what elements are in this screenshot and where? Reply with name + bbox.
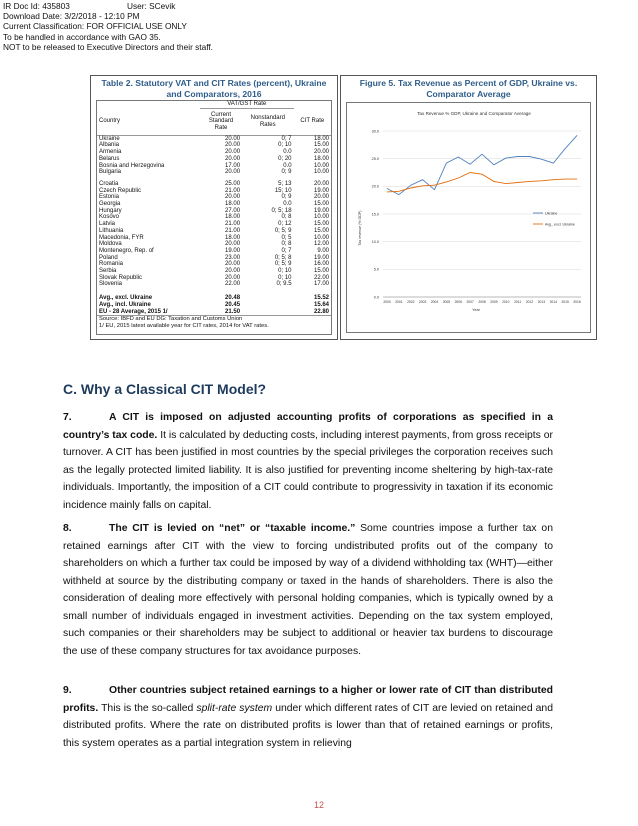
table-row	[97, 268, 331, 275]
para-9-number: 9.	[63, 685, 72, 696]
download-date: Download Date: 3/2/2018 - 12:10 PM	[3, 11, 140, 22]
cell-standard-rate: 20.00	[225, 261, 241, 268]
document-header	[3, 1, 213, 52]
table-row	[97, 135, 331, 142]
y-tick-label: 15.0	[371, 212, 379, 217]
cell-country: Ukraine	[99, 135, 120, 142]
y-tick-label: 25.0	[371, 156, 379, 161]
data-point	[434, 185, 435, 186]
legend-label: Ukraine	[545, 211, 558, 216]
x-tick-label: 2015	[561, 300, 569, 304]
cell-cit-rate: 15.00	[313, 268, 329, 275]
paragraph-9	[63, 682, 553, 752]
x-tick-label: 2013	[537, 300, 546, 304]
para-9-italic: split-rate system	[196, 702, 273, 714]
x-tick-label: 2004	[430, 300, 439, 304]
data-point	[482, 154, 483, 155]
cell-cit-rate: 18.00	[313, 155, 329, 162]
cell-country: Kosovo	[99, 214, 120, 221]
x-tick-label: 2000	[383, 300, 391, 304]
page-number: 12	[313, 800, 324, 810]
cell-standard-rate: 19.00	[225, 247, 241, 254]
cell-country: Armenia	[99, 149, 122, 156]
cell-nonstandard-rates: 0; 20	[278, 155, 292, 162]
para-7-number: 7.	[63, 412, 72, 423]
table-row	[97, 281, 331, 288]
table-row	[97, 163, 331, 170]
cell-nonstandard-rates: 5; 13	[278, 180, 292, 187]
figure5-title: Figure 5. Tax Revenue as Percent of GDP, Ukraine vs. Comparator Average	[359, 78, 578, 99]
data-point	[553, 179, 554, 180]
cell-cit-rate: 20.00	[313, 194, 329, 201]
cell-standard-rate: 20.00	[225, 135, 241, 142]
cell-cit-rate: 15.52	[313, 295, 329, 302]
data-point	[494, 164, 495, 165]
paragraph-8	[63, 520, 553, 660]
table-row	[97, 255, 331, 262]
table-row	[97, 241, 331, 248]
table2-note: 1/ EU, 2015 latest available year for CIT rates, 2014 for VAT rates.	[99, 323, 269, 330]
data-point	[494, 181, 495, 182]
cell-nonstandard-rates: 0; 8	[281, 241, 292, 248]
cell-country: Serbia	[99, 268, 117, 275]
cell-standard-rate: 20.00	[225, 194, 241, 201]
cell-nonstandard-rates: 0; 5; 8	[274, 254, 292, 261]
cell-cit-rate: 15.00	[313, 142, 329, 149]
table-row	[97, 275, 331, 282]
cell-country: Albania	[99, 142, 120, 149]
cell-nonstandard-rates	[242, 309, 293, 316]
cell-cit-rate: 22.80	[313, 308, 329, 315]
x-tick-label: 2016	[573, 300, 581, 304]
table-row	[97, 235, 331, 242]
cell-standard-rate: 20.00	[225, 268, 241, 275]
data-point	[399, 194, 400, 195]
data-point	[387, 188, 388, 189]
cell-standard-rate: 20.45	[225, 301, 241, 308]
cell-country: Romania	[99, 261, 124, 268]
para-7-lead: A CIT is imposed on adjusted accounting profits of corporations as specified in a country’s tax code.	[63, 412, 553, 441]
figure5-panel	[340, 75, 597, 340]
data-point	[529, 181, 530, 182]
cell-cit-rate: 10.00	[313, 214, 329, 221]
x-tick-label: 2002	[407, 300, 415, 304]
cell-cit-rate: 15.00	[313, 227, 329, 234]
data-point	[517, 182, 518, 183]
cell-standard-rate: 25.00	[225, 180, 241, 187]
cell-cit-rate: 19.00	[313, 254, 329, 261]
table-row	[97, 149, 331, 156]
table2-title: Table 2. Statutory VAT and CIT Rates (percent), Ukraine and Comparators, 2016	[101, 78, 327, 99]
chart-xlabel: Year	[472, 308, 480, 312]
para-8-number: 8.	[63, 523, 72, 534]
cell-standard-rate: 22.00	[225, 281, 241, 288]
data-point	[470, 164, 471, 165]
cell-nonstandard-rates: 0.0	[283, 162, 292, 169]
table-row	[97, 221, 331, 228]
tax-revenue-chart	[347, 103, 590, 332]
data-point	[410, 185, 411, 186]
cell-cit-rate: 20.00	[313, 149, 329, 156]
data-point	[577, 135, 578, 136]
data-point	[517, 156, 518, 157]
data-point	[434, 189, 435, 190]
cell-nonstandard-rates: 0; 8	[281, 214, 292, 221]
table-row	[97, 261, 331, 268]
cell-cit-rate: 18.00	[313, 135, 329, 142]
cell-country: Latvia	[99, 221, 116, 228]
cell-standard-rate: 20.00	[225, 149, 241, 156]
cell-nonstandard-rates: 0.0	[283, 149, 292, 156]
x-tick-label: 2005	[442, 300, 451, 304]
para-7-text: It is calculated by deducting costs, including interest payments, from gross receipts or turnover. A CIT has been justified in most countries by the special privileges the corporation receives such as the legally protected limited liability. It is also justified for preventing income sheltering by high-tax-rate individuals. Importantly, the imposition of a CIT could contribute to progressivity in taxation if its economic incidence mainly falls on capital.	[63, 429, 554, 511]
cell-standard-rate: 18.00	[225, 214, 241, 221]
data-point	[529, 156, 530, 157]
para-8-lead: The CIT is levied on “net” or “taxable income.”	[109, 523, 356, 534]
table-row	[97, 214, 331, 221]
header-line-1	[3, 1, 213, 11]
data-point	[458, 178, 459, 179]
cell-nonstandard-rates	[242, 295, 293, 302]
data-point	[470, 172, 471, 173]
cell-nonstandard-rates: 0; 9	[281, 169, 292, 176]
cell-standard-rate: 21.50	[225, 308, 241, 315]
table-row	[97, 228, 331, 235]
data-point	[399, 191, 400, 192]
cell-standard-rate: 20.00	[225, 142, 241, 149]
cell-nonstandard-rates: 0; 5; 9	[274, 227, 292, 234]
col-cit: CIT Rate	[300, 118, 325, 125]
cell-country: Estonia	[99, 194, 120, 201]
para-9-text-b: under which different rates of CIT are levied on retained and distributed profits. Where the rate on distributed profits is lower than that of retained earnings or profits, this system operates as a partial integration system in relieving	[63, 702, 553, 749]
cell-nonstandard-rates: 0.0	[283, 201, 292, 208]
cell-cit-rate: 17.00	[313, 281, 329, 288]
x-tick-label: 2012	[525, 300, 534, 304]
cell-standard-rate: 20.00	[225, 169, 241, 176]
cell-country: Croatia	[99, 180, 119, 187]
cell-standard-rate: 20.00	[225, 274, 241, 281]
cell-nonstandard-rates: 0; 10	[278, 268, 292, 275]
classification: Current Classification: FOR OFFICIAL USE ONLY	[3, 21, 187, 32]
col-nonstandard: Nonstandard Rates	[250, 115, 285, 128]
x-tick-label: 2011	[514, 300, 522, 304]
cell-country: Hungary	[99, 207, 122, 214]
cell-country: Slovak Republic	[99, 274, 143, 281]
handling-note: To be handled in accordance with GAO 35.	[3, 31, 161, 42]
cell-cit-rate: 10.00	[313, 169, 329, 176]
table-row	[97, 194, 331, 201]
cell-standard-rate: 18.00	[225, 201, 241, 208]
table-row	[97, 208, 331, 215]
section-heading: C. Why a Classical CIT Model?	[63, 381, 267, 397]
chart-ylabel: Tax revenue (% GDP)	[358, 210, 362, 246]
y-tick-label: 10.0	[371, 239, 379, 244]
data-point	[541, 181, 542, 182]
cell-nonstandard-rates: 0; 5; 18	[271, 207, 292, 214]
cell-standard-rate: 23.00	[225, 254, 241, 261]
cell-nonstandard-rates: 15; 10	[274, 187, 292, 194]
table-row	[97, 188, 331, 195]
cell-nonstandard-rates: 0; 10	[278, 274, 292, 281]
table2-box	[96, 100, 332, 335]
cell-cit-rate: 10.00	[313, 162, 329, 169]
cell-cit-rate: 12.00	[313, 241, 329, 248]
cell-standard-rate: 20.48	[225, 295, 241, 302]
data-point	[410, 188, 411, 189]
vat-group-header: VAT/GST Rate	[200, 101, 294, 108]
data-point	[565, 179, 566, 180]
x-tick-label: 2014	[549, 300, 557, 304]
cell-nonstandard-rates: 0; 5	[281, 234, 292, 241]
x-tick-label: 2001	[395, 300, 403, 304]
cell-country: Montenegro, Rep. of	[99, 247, 154, 254]
cell-standard-rate: 21.00	[225, 221, 241, 228]
data-point	[482, 174, 483, 175]
data-point	[387, 192, 388, 193]
table-row	[97, 295, 331, 302]
cell-country: Poland	[99, 254, 118, 261]
data-point	[458, 157, 459, 158]
doc-id: IR Doc Id: 435803	[3, 1, 70, 11]
table2-source: Source: IBFD and EU DG: Taxation and Customs Union	[97, 316, 331, 323]
cell-country: Avg., excl. Ukraine	[99, 295, 153, 302]
data-point	[565, 148, 566, 149]
para-9-text-a: This is the so-called	[98, 702, 197, 714]
paragraph-7	[63, 409, 553, 514]
cell-country: Bosnia and Herzegovina	[99, 162, 165, 169]
data-point	[577, 179, 578, 180]
table-row	[97, 248, 331, 255]
data-point	[505, 158, 506, 159]
cell-country: Macedonia, FYR	[99, 234, 144, 241]
cell-standard-rate: 21.00	[225, 187, 241, 194]
y-tick-label: 0.0	[373, 295, 379, 300]
series-line-ukraine	[387, 135, 577, 194]
para-8-text: Some countries impose a further tax on retained earnings after CIT with the view to forcing undistributed profits out of the company to shareholders on which a further tax could be imposed by way of a dividend withholding tax (WHT)—either withheld at source by the distributing company or taxed in the hands of shareholders. There is also the consideration of dealing more effectively with personal holding companies, which is typically owned by a small number of individuals engaged in investment activities. Depending on the tax system employed, such companies or their shareholders may be subject to additional or heavier tax burdens to discourage the use of these company structures for tax avoidance purposes.	[63, 523, 553, 657]
cell-nonstandard-rates: 0; 9	[281, 194, 292, 201]
cell-cit-rate: 9.00	[317, 247, 329, 254]
cell-country: Belarus	[99, 155, 120, 162]
table-row	[97, 302, 331, 309]
data-point	[422, 185, 423, 186]
y-tick-label: 30.0	[371, 129, 379, 134]
cell-nonstandard-rates: 0; 7	[281, 247, 292, 254]
cell-nonstandard-rates: 0; 10	[278, 142, 292, 149]
cell-cit-rate: 19.00	[313, 207, 329, 214]
cell-standard-rate: 20.00	[225, 241, 241, 248]
legend-label: Avg., excl. Ukraine	[545, 222, 575, 227]
cell-cit-rate: 10.00	[313, 234, 329, 241]
data-point	[446, 182, 447, 183]
data-point	[553, 163, 554, 164]
col-standard: Current Standard Rate	[208, 111, 234, 132]
cell-standard-rate: 20.00	[225, 155, 241, 162]
data-point	[505, 183, 506, 184]
cell-standard-rate: 18.00	[225, 234, 241, 241]
x-tick-label: 2009	[490, 300, 498, 304]
data-point	[541, 159, 542, 160]
cell-country: Georgia	[99, 201, 121, 208]
data-point	[446, 163, 447, 164]
chart-title: Tax Revenue % GDP, Ukraine and Comparator Average	[417, 111, 531, 116]
cell-cit-rate: 15.00	[313, 201, 329, 208]
table-row	[97, 169, 331, 176]
cell-cit-rate: 16.00	[313, 261, 329, 268]
cell-standard-rate: 27.00	[225, 207, 241, 214]
table-row	[97, 156, 331, 163]
cell-nonstandard-rates: 0; 12	[278, 221, 292, 228]
x-tick-label: 2008	[478, 300, 486, 304]
col-country: Country	[99, 118, 121, 125]
cell-country: Bulgaria	[99, 169, 122, 176]
cell-country: Czech Republic	[99, 187, 142, 194]
cell-cit-rate: 20.00	[313, 180, 329, 187]
cell-nonstandard-rates: 0; 7	[281, 135, 292, 142]
cell-standard-rate: 21.00	[225, 227, 241, 234]
user: User: SCevik	[127, 1, 176, 11]
cell-country: Slovenia	[99, 281, 123, 288]
y-tick-label: 5.0	[373, 267, 379, 272]
table-row	[97, 201, 331, 208]
cell-nonstandard-rates: 0; 5; 9	[274, 261, 292, 268]
cell-country: Avg., incl. Ukraine	[99, 301, 151, 308]
cell-cit-rate: 15.64	[313, 301, 329, 308]
table-row	[97, 181, 331, 188]
cell-nonstandard-rates: 0; 9.5	[276, 281, 292, 288]
para-9-lead: Other countries subject retained earnings to a higher or lower rate of CIT than distributed profits.	[63, 685, 553, 714]
figure5-box	[346, 102, 591, 333]
cell-country: Moldova	[99, 241, 122, 248]
cell-standard-rate: 17.00	[225, 162, 241, 169]
release-note: NOT to be released to Executive Directors and their staff.	[3, 41, 213, 52]
cell-country: Lithuania	[99, 227, 124, 234]
table-row	[97, 309, 331, 316]
data-point	[422, 179, 423, 180]
x-tick-label: 2006	[454, 300, 462, 304]
vat-cit-table	[97, 101, 331, 330]
cell-cit-rate: 19.00	[313, 187, 329, 194]
cell-country: EU - 28 Average, 2015 1/	[99, 308, 168, 315]
cell-nonstandard-rates	[242, 302, 293, 309]
table-row	[97, 142, 331, 149]
x-tick-label: 2003	[418, 300, 427, 304]
cell-cit-rate: 15.00	[313, 221, 329, 228]
x-tick-label: 2010	[502, 300, 510, 304]
cell-cit-rate: 22.00	[313, 274, 329, 281]
x-tick-label: 2007	[466, 300, 474, 304]
series-line-comparator-average	[387, 173, 577, 192]
y-tick-label: 20.0	[371, 184, 379, 189]
table2-panel	[90, 75, 338, 340]
